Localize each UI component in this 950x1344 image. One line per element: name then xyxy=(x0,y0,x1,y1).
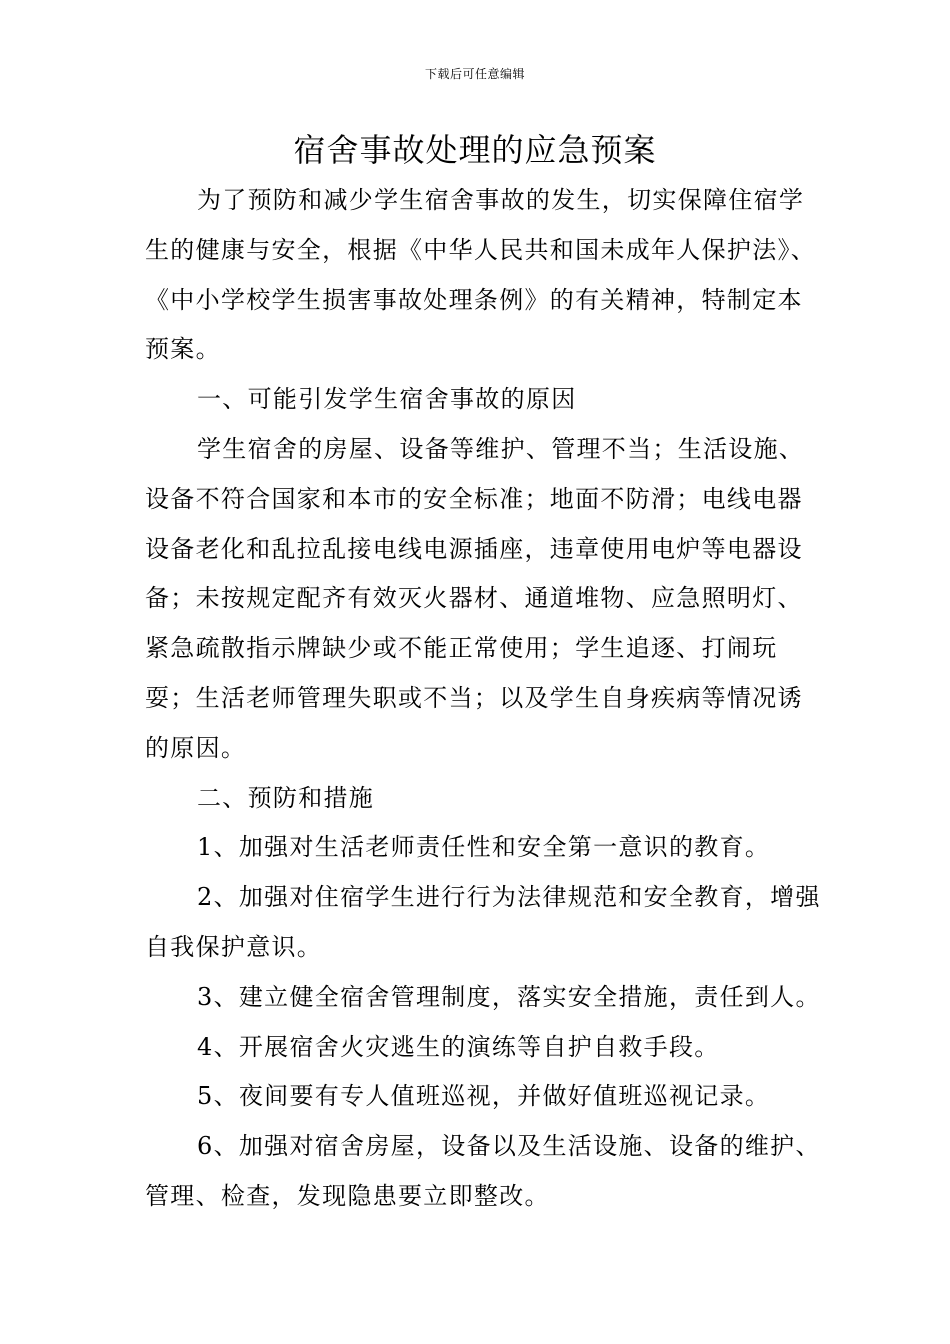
document-title: 宿舍事故处理的应急预案 xyxy=(293,131,657,169)
list-item: 4、开展宿舍火灾逃生的演练等自护自救手段。 xyxy=(197,1032,720,1061)
list-item: 6、加强对宿舍房屋，设备以及生活设施、设备的维护、管理、检查，发现隐患要立即整改。 xyxy=(145,1132,821,1210)
list-item: 3、建立健全宿舍管理制度，落实安全措施，责任到人。 xyxy=(197,982,821,1011)
section-heading-prevention: 二、预防和措施 xyxy=(197,783,375,812)
list-item: 1、加强对生活老师责任性和安全第一意识的教育。 xyxy=(197,833,771,862)
paragraph-causes: 学生宿舍的房屋、设备等维护、管理不当；生活设施、设备不符合国家和本市的安全标准；地面不防滑；电线电器设备老化和乱拉乱接电线电源插座，违章使用电炉等电器设备；未按规定配齐有效灭火器材、通道堆物、应急照明灯、紧急疏散指示牌缺少或不能正常使用；学生追逐、打闹玩耍；生活老师管理失职或不当；以及学生自身疾病等情况诱的原因。 xyxy=(145,434,805,762)
section-heading-causes: 一、可能引发学生宿舍事故的原因 xyxy=(197,385,577,414)
paragraph-intro: 为了预防和减少学生宿舍事故的发生，切实保障住宿学生的健康与安全，根据《中华人民共和国未成年人保护法》、《中小学校学生损害事故处理条例》的有关精神，特制定本预案。 xyxy=(145,186,817,364)
header-note: 下载后可任意编辑 xyxy=(424,67,525,81)
list-item: 5、夜间要有专人值班巡视，并做好值班巡视记录。 xyxy=(197,1082,771,1111)
document-body xyxy=(145,176,825,1222)
list-item: 2、加强对住宿学生进行行为法律规范和安全教育，增强自我保护意识。 xyxy=(145,883,821,961)
